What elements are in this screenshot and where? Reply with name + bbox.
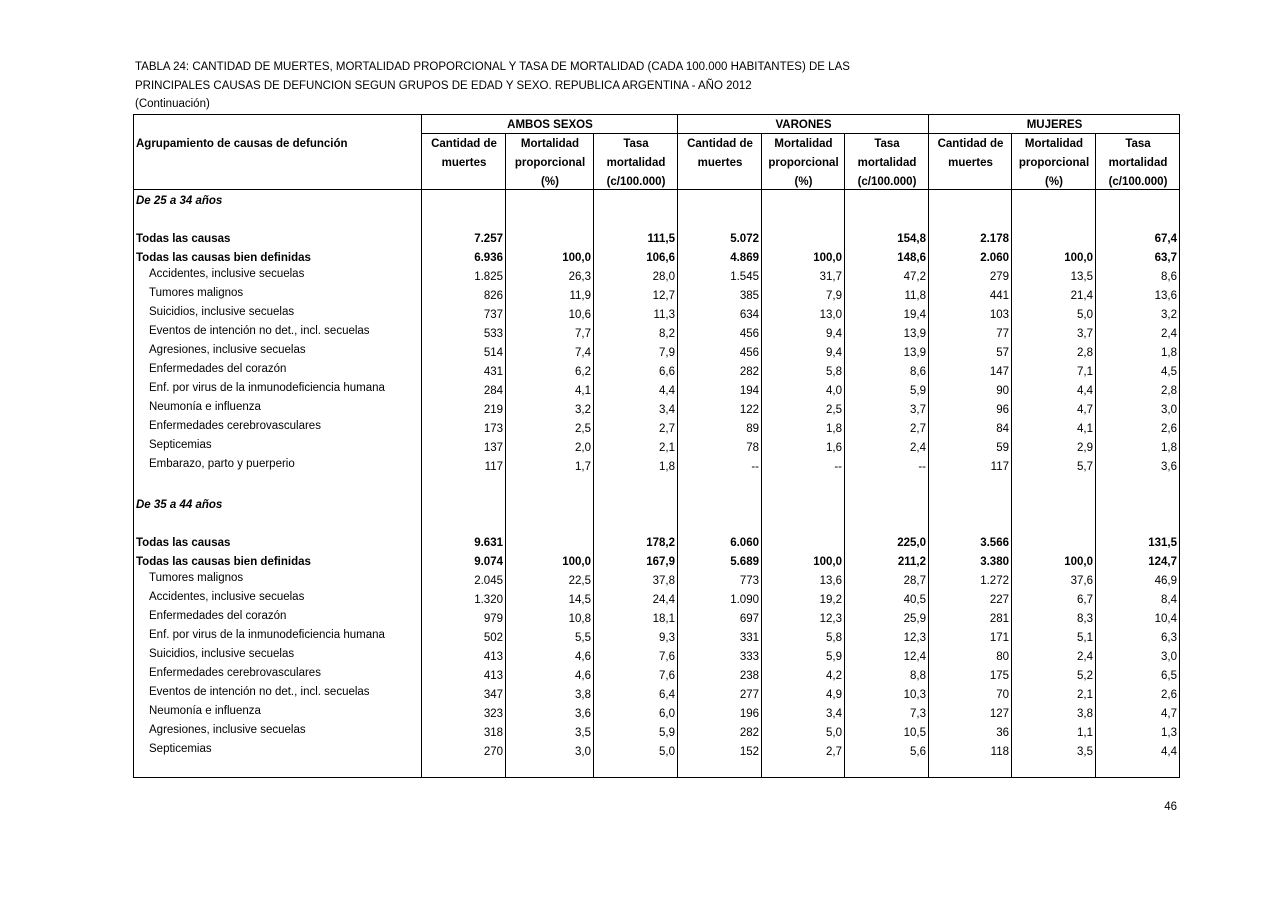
value-cell: 13,5 bbox=[1070, 271, 1093, 283]
value-cell: 4,1 bbox=[575, 385, 591, 397]
value-cell: 413 bbox=[483, 670, 503, 682]
age-group-heading: De 25 a 34 años bbox=[136, 195, 223, 207]
value-cell: 431 bbox=[483, 366, 503, 378]
value-cell: 100,0 bbox=[813, 252, 842, 264]
column-header-line2: mortalidad bbox=[1108, 157, 1168, 169]
value-cell: 5,6 bbox=[910, 746, 926, 758]
column-header-line1: Cantidad de bbox=[937, 138, 1004, 150]
cause-row-label: Neumonía e influenza bbox=[149, 401, 261, 413]
value-cell: 100,0 bbox=[1064, 252, 1093, 264]
value-cell: 3,8 bbox=[1077, 708, 1093, 720]
value-cell: 1.320 bbox=[474, 594, 503, 606]
column-header-line2: proporcional bbox=[514, 157, 586, 169]
value-cell: 37,8 bbox=[652, 575, 675, 587]
value-cell: 3,2 bbox=[575, 404, 591, 416]
column-header-line1: Mortalidad bbox=[774, 138, 833, 150]
value-cell: 5.072 bbox=[730, 233, 759, 245]
value-cell: 3,5 bbox=[575, 727, 591, 739]
value-cell: 219 bbox=[483, 404, 503, 416]
value-cell: 4,0 bbox=[826, 385, 842, 397]
value-cell: 1,8 bbox=[1161, 442, 1177, 454]
value-cell: 13,9 bbox=[903, 328, 926, 340]
value-cell: 737 bbox=[483, 309, 503, 321]
value-cell: 2,5 bbox=[575, 423, 591, 435]
column-header-line3: (%) bbox=[794, 176, 813, 188]
page-number: 46 bbox=[1164, 801, 1177, 813]
value-cell: 2,7 bbox=[826, 746, 842, 758]
value-cell: 12,3 bbox=[819, 613, 842, 625]
cause-row-label: Eventos de intención no det., incl. secuelas bbox=[149, 686, 370, 698]
value-cell: 171 bbox=[989, 632, 1009, 644]
value-cell: 178,2 bbox=[646, 537, 675, 549]
value-cell: 173 bbox=[483, 423, 503, 435]
value-cell: 456 bbox=[739, 347, 759, 359]
table-title-line-1: TABLA 24: CANTIDAD DE MUERTES, MORTALIDAD PROPORCIONAL Y TASA DE MORTALIDAD (CADA 100.000 HABITANTES) DE LAS bbox=[135, 61, 850, 73]
value-cell: 333 bbox=[739, 651, 759, 663]
value-cell: 2,1 bbox=[1077, 689, 1093, 701]
value-cell: 3,4 bbox=[826, 708, 842, 720]
value-cell: 7,1 bbox=[1077, 366, 1093, 378]
value-cell: 6,5 bbox=[1161, 670, 1177, 682]
value-cell: 281 bbox=[989, 613, 1009, 625]
value-cell: 13,0 bbox=[819, 309, 842, 321]
value-cell: 211,2 bbox=[897, 556, 926, 568]
value-cell: 19,4 bbox=[903, 309, 926, 321]
value-cell: 31,7 bbox=[819, 271, 842, 283]
value-cell: 118 bbox=[990, 746, 1009, 758]
value-cell: 67,4 bbox=[1154, 233, 1177, 245]
value-cell: 8,2 bbox=[659, 328, 675, 340]
value-cell: 148,6 bbox=[897, 252, 926, 264]
value-cell: 1,8 bbox=[1161, 347, 1177, 359]
value-cell: 6,7 bbox=[1077, 594, 1093, 606]
value-cell: 1,6 bbox=[826, 442, 842, 454]
value-cell: 5,1 bbox=[1077, 632, 1093, 644]
value-cell: 9,3 bbox=[659, 632, 675, 644]
value-cell: 11,3 bbox=[653, 309, 675, 321]
value-cell: 5,9 bbox=[659, 727, 675, 739]
value-cell: 5,7 bbox=[1077, 461, 1093, 473]
value-cell: 117 bbox=[990, 461, 1009, 473]
value-cell: 514 bbox=[483, 347, 503, 359]
value-cell: 10,3 bbox=[903, 689, 926, 701]
value-cell: 227 bbox=[989, 594, 1009, 606]
value-cell: 533 bbox=[483, 328, 503, 340]
value-cell: 238 bbox=[739, 670, 759, 682]
value-cell: 1.272 bbox=[980, 575, 1009, 587]
value-cell: 4,5 bbox=[1161, 366, 1177, 378]
column-header-line2: muertes bbox=[441, 157, 487, 169]
value-cell: 347 bbox=[483, 689, 503, 701]
value-cell: 6,6 bbox=[659, 366, 675, 378]
value-cell: 270 bbox=[483, 746, 503, 758]
value-cell: 175 bbox=[989, 670, 1009, 682]
value-cell: 1,3 bbox=[1161, 727, 1177, 739]
value-cell: 318 bbox=[483, 727, 503, 739]
value-cell: 5,0 bbox=[659, 746, 675, 758]
value-cell: 10,8 bbox=[568, 613, 591, 625]
value-cell: 96 bbox=[996, 404, 1009, 416]
value-cell: 1,8 bbox=[659, 461, 675, 473]
value-cell: 5,8 bbox=[826, 632, 842, 644]
value-cell: 80 bbox=[996, 651, 1009, 663]
value-cell: 28,7 bbox=[903, 575, 926, 587]
value-cell: 84 bbox=[996, 423, 1009, 435]
value-cell: 14,5 bbox=[568, 594, 591, 606]
value-cell: 331 bbox=[739, 632, 759, 644]
value-cell: 11,9 bbox=[569, 290, 591, 302]
value-cell: 137 bbox=[483, 442, 503, 454]
value-cell: 22,5 bbox=[568, 575, 591, 587]
value-cell: 7,6 bbox=[659, 651, 675, 663]
value-cell: 9.631 bbox=[474, 537, 503, 549]
value-cell: 1.825 bbox=[474, 271, 503, 283]
value-cell: 3,4 bbox=[659, 404, 675, 416]
value-cell: 2,4 bbox=[910, 442, 926, 454]
value-cell: 3.566 bbox=[980, 537, 1009, 549]
value-cell: 2,6 bbox=[1161, 423, 1177, 435]
value-cell: 12,3 bbox=[903, 632, 926, 644]
value-cell: 7,7 bbox=[575, 328, 591, 340]
value-cell: 441 bbox=[989, 290, 1009, 302]
value-cell: 502 bbox=[483, 632, 503, 644]
value-cell: 131,5 bbox=[1148, 537, 1177, 549]
column-header-line1: Tasa bbox=[874, 138, 900, 150]
column-header-line1: Cantidad de bbox=[431, 138, 497, 150]
column-header-line1: Cantidad de bbox=[687, 138, 753, 150]
value-cell: 3,0 bbox=[1161, 651, 1177, 663]
value-cell: 4,7 bbox=[1077, 404, 1093, 416]
value-cell: 127 bbox=[989, 708, 1009, 720]
value-cell: 225,0 bbox=[897, 537, 926, 549]
value-cell: 106,6 bbox=[646, 252, 675, 264]
value-cell: 152 bbox=[739, 746, 759, 758]
cause-row-label: Tumores malignos bbox=[149, 287, 244, 299]
value-cell: 3,8 bbox=[575, 689, 591, 701]
group-header-mujeres: MUJERES bbox=[1026, 119, 1083, 131]
value-cell: 13,9 bbox=[903, 347, 926, 359]
value-cell: -- bbox=[918, 461, 926, 473]
row-divider bbox=[133, 189, 1179, 190]
value-cell: 36 bbox=[996, 727, 1009, 739]
row-label: Todas las causas bien definidas bbox=[136, 556, 311, 568]
value-cell: 12,4 bbox=[903, 651, 926, 663]
value-cell: 89 bbox=[746, 423, 759, 435]
value-cell: 2,6 bbox=[1161, 689, 1177, 701]
value-cell: 100,0 bbox=[1064, 556, 1093, 568]
value-cell: 5,0 bbox=[1077, 309, 1093, 321]
value-cell: 3,7 bbox=[910, 404, 926, 416]
value-cell: -- bbox=[834, 461, 842, 473]
value-cell: 18,1 bbox=[652, 613, 675, 625]
value-cell: 78 bbox=[746, 442, 759, 454]
column-header-line2: mortalidad bbox=[857, 157, 917, 169]
value-cell: 3,0 bbox=[1161, 404, 1177, 416]
value-cell: 57 bbox=[996, 347, 1009, 359]
value-cell: 5,9 bbox=[910, 385, 926, 397]
value-cell: 323 bbox=[483, 708, 503, 720]
value-cell: 413 bbox=[483, 651, 503, 663]
mortality-table bbox=[133, 114, 1180, 778]
row-label: Todas las causas bbox=[136, 233, 231, 245]
value-cell: 1,1 bbox=[1077, 727, 1093, 739]
value-cell: 77 bbox=[996, 328, 1009, 340]
column-header-line3: (c/100.000) bbox=[606, 176, 666, 188]
value-cell: 4,1 bbox=[1077, 423, 1093, 435]
value-cell: 2.045 bbox=[474, 575, 503, 587]
cause-row-label: Septicemias bbox=[149, 439, 212, 451]
value-cell: 111,5 bbox=[647, 233, 675, 245]
value-cell: 10,6 bbox=[568, 309, 591, 321]
value-cell: 4.869 bbox=[730, 252, 759, 264]
value-cell: 4,4 bbox=[1077, 385, 1093, 397]
column-header-line2: proporcional bbox=[768, 157, 839, 169]
value-cell: 47,2 bbox=[903, 271, 926, 283]
value-cell: 124,7 bbox=[1148, 556, 1177, 568]
value-cell: 100,0 bbox=[813, 556, 842, 568]
value-cell: 284 bbox=[483, 385, 503, 397]
value-cell: 6.060 bbox=[730, 537, 759, 549]
cause-row-label: Enf. por virus de la inmunodeficiencia humana bbox=[149, 629, 385, 641]
value-cell: 154,8 bbox=[897, 233, 926, 245]
value-cell: 6.936 bbox=[474, 252, 503, 264]
value-cell: 9,4 bbox=[826, 347, 842, 359]
value-cell: 279 bbox=[989, 271, 1009, 283]
group-header-varones: VARONES bbox=[775, 119, 832, 131]
value-cell: 2,8 bbox=[1161, 385, 1177, 397]
value-cell: 8,6 bbox=[1161, 271, 1177, 283]
value-cell: 3,5 bbox=[1077, 746, 1093, 758]
value-cell: 2,5 bbox=[826, 404, 842, 416]
value-cell: 697 bbox=[739, 613, 759, 625]
value-cell: 1,7 bbox=[575, 461, 591, 473]
value-cell: 6,0 bbox=[659, 708, 675, 720]
value-cell: 24,4 bbox=[652, 594, 675, 606]
value-cell: 13,6 bbox=[1154, 290, 1177, 302]
value-cell: 4,6 bbox=[575, 651, 591, 663]
column-header-line1: Mortalidad bbox=[520, 138, 580, 150]
value-cell: 2,4 bbox=[1161, 328, 1177, 340]
value-cell: 826 bbox=[483, 290, 503, 302]
cause-row-label: Accidentes, inclusive secuelas bbox=[149, 591, 305, 603]
value-cell: 12,7 bbox=[652, 290, 675, 302]
value-cell: 13,6 bbox=[819, 575, 842, 587]
value-cell: 456 bbox=[739, 328, 759, 340]
value-cell: 103 bbox=[989, 309, 1009, 321]
value-cell: 2,7 bbox=[910, 423, 926, 435]
value-cell: 8,3 bbox=[1077, 613, 1093, 625]
cause-row-label: Suicidios, inclusive secuelas bbox=[149, 648, 295, 660]
value-cell: 196 bbox=[739, 708, 759, 720]
column-header-line3: (%) bbox=[541, 176, 559, 188]
value-cell: 7,6 bbox=[659, 670, 675, 682]
age-group-heading: De 35 a 44 años bbox=[136, 499, 223, 511]
value-cell: 37,6 bbox=[1070, 575, 1093, 587]
value-cell: 2,0 bbox=[575, 442, 591, 454]
value-cell: 9,4 bbox=[826, 328, 842, 340]
value-cell: 10,5 bbox=[903, 727, 926, 739]
cause-row-label: Suicidios, inclusive secuelas bbox=[149, 306, 295, 318]
value-cell: 3,0 bbox=[575, 746, 591, 758]
value-cell: 282 bbox=[739, 727, 759, 739]
value-cell: 1,8 bbox=[826, 423, 842, 435]
value-cell: 634 bbox=[739, 309, 759, 321]
column-header-line2: muertes bbox=[948, 157, 993, 169]
value-cell: 773 bbox=[739, 575, 759, 587]
cause-row-label: Agresiones, inclusive secuelas bbox=[149, 344, 306, 356]
value-cell: 1.545 bbox=[730, 271, 759, 283]
row-label: Todas las causas bbox=[136, 537, 231, 549]
value-cell: 63,7 bbox=[1154, 252, 1177, 264]
value-cell: 2,4 bbox=[1077, 651, 1093, 663]
value-cell: 122 bbox=[739, 404, 759, 416]
value-cell: 100,0 bbox=[562, 556, 591, 568]
value-cell: 40,5 bbox=[903, 594, 926, 606]
column-header-line2: mortalidad bbox=[606, 157, 666, 169]
value-cell: 277 bbox=[739, 689, 759, 701]
value-cell: 8,6 bbox=[910, 366, 926, 378]
value-cell: 6,3 bbox=[1161, 632, 1177, 644]
value-cell: 9.074 bbox=[474, 556, 503, 568]
value-cell: 4,4 bbox=[1161, 746, 1177, 758]
cause-row-label: Embarazo, parto y puerperio bbox=[149, 458, 295, 470]
column-header-line3: (%) bbox=[1045, 176, 1063, 188]
row-label: Todas las causas bien definidas bbox=[136, 252, 311, 264]
value-cell: 5,0 bbox=[826, 727, 842, 739]
value-cell: 2,7 bbox=[659, 423, 675, 435]
value-cell: 5,8 bbox=[826, 366, 842, 378]
column-header-line1: Tasa bbox=[1125, 138, 1151, 150]
table-subtitle: (Continuación) bbox=[135, 98, 210, 110]
value-cell: 11,8 bbox=[904, 290, 926, 302]
value-cell: 7,9 bbox=[659, 347, 675, 359]
value-cell: 2.060 bbox=[980, 252, 1009, 264]
table-title-line-2: PRINCIPALES CAUSAS DE DEFUNCION SEGUN GRUPOS DE EDAD Y SEXO. REPUBLICA ARGENTINA - AÑO 2012 bbox=[135, 80, 752, 92]
value-cell: 5,5 bbox=[575, 632, 591, 644]
value-cell: 4,2 bbox=[826, 670, 842, 682]
value-cell: 3,6 bbox=[575, 708, 591, 720]
cause-row-label: Enfermedades del corazón bbox=[149, 363, 287, 375]
value-cell: 4,9 bbox=[826, 689, 842, 701]
value-cell: 7.257 bbox=[474, 233, 503, 245]
cause-row-label: Enfermedades cerebrovasculares bbox=[149, 420, 321, 432]
value-cell: 10,4 bbox=[1154, 613, 1177, 625]
value-cell: 3,6 bbox=[1161, 461, 1177, 473]
value-cell: 6,2 bbox=[575, 366, 591, 378]
value-cell: 7,3 bbox=[910, 708, 926, 720]
value-cell: 7,9 bbox=[826, 290, 842, 302]
value-cell: 5,2 bbox=[1077, 670, 1093, 682]
value-cell: 4,4 bbox=[659, 385, 675, 397]
value-cell: 59 bbox=[996, 442, 1009, 454]
value-cell: 100,0 bbox=[562, 252, 591, 264]
value-cell: 4,7 bbox=[1161, 708, 1177, 720]
cause-row-label: Agresiones, inclusive secuelas bbox=[149, 724, 306, 736]
cause-row-label: Neumonía e influenza bbox=[149, 705, 261, 717]
value-cell: 167,9 bbox=[646, 556, 675, 568]
value-cell: 2,1 bbox=[659, 442, 675, 454]
value-cell: 3,2 bbox=[1161, 309, 1177, 321]
value-cell: 282 bbox=[739, 366, 759, 378]
value-cell: 385 bbox=[739, 290, 759, 302]
value-cell: 3.380 bbox=[980, 556, 1009, 568]
value-cell: 2,8 bbox=[1077, 347, 1093, 359]
value-cell: 26,3 bbox=[568, 271, 591, 283]
causes-column-header: Agrupamiento de causas de defunción bbox=[136, 138, 348, 150]
value-cell: 194 bbox=[739, 385, 759, 397]
value-cell: 3,7 bbox=[1077, 328, 1093, 340]
value-cell: 6,4 bbox=[659, 689, 675, 701]
column-header-line3: (c/100.000) bbox=[1108, 176, 1168, 188]
row-divider bbox=[421, 133, 1179, 134]
value-cell: 979 bbox=[483, 613, 503, 625]
value-cell: 21,4 bbox=[1070, 290, 1093, 302]
column-header-line1: Mortalidad bbox=[1024, 138, 1084, 150]
value-cell: 1.090 bbox=[730, 594, 759, 606]
value-cell: 5,9 bbox=[826, 651, 842, 663]
value-cell: 19,2 bbox=[819, 594, 842, 606]
value-cell: 28,0 bbox=[652, 271, 675, 283]
column-header-line1: Tasa bbox=[623, 138, 649, 150]
value-cell: 147 bbox=[989, 366, 1009, 378]
value-cell: -- bbox=[751, 461, 759, 473]
cause-row-label: Enf. por virus de la inmunodeficiencia humana bbox=[149, 382, 385, 394]
cause-row-label: Accidentes, inclusive secuelas bbox=[149, 268, 305, 280]
cause-row-label: Septicemias bbox=[149, 743, 212, 755]
cause-row-label: Eventos de intención no det., incl. secuelas bbox=[149, 325, 370, 337]
value-cell: 90 bbox=[996, 385, 1009, 397]
value-cell: 2,9 bbox=[1077, 442, 1093, 454]
value-cell: 2.178 bbox=[980, 233, 1009, 245]
value-cell: 4,6 bbox=[575, 670, 591, 682]
column-header-line2: muertes bbox=[697, 157, 743, 169]
value-cell: 5.689 bbox=[730, 556, 759, 568]
column-header-line3: (c/100.000) bbox=[857, 176, 917, 188]
value-cell: 46,9 bbox=[1154, 575, 1177, 587]
cause-row-label: Tumores malignos bbox=[149, 572, 244, 584]
value-cell: 25,9 bbox=[903, 613, 926, 625]
group-header-ambos-sexos: AMBOS SEXOS bbox=[507, 119, 593, 131]
value-cell: 7,4 bbox=[575, 347, 591, 359]
value-cell: 8,8 bbox=[910, 670, 926, 682]
column-header-line2: proporcional bbox=[1018, 157, 1090, 169]
cause-row-label: Enfermedades del corazón bbox=[149, 610, 287, 622]
cause-row-label: Enfermedades cerebrovasculares bbox=[149, 667, 321, 679]
value-cell: 117 bbox=[484, 461, 503, 473]
value-cell: 8,4 bbox=[1161, 594, 1177, 606]
value-cell: 70 bbox=[996, 689, 1009, 701]
